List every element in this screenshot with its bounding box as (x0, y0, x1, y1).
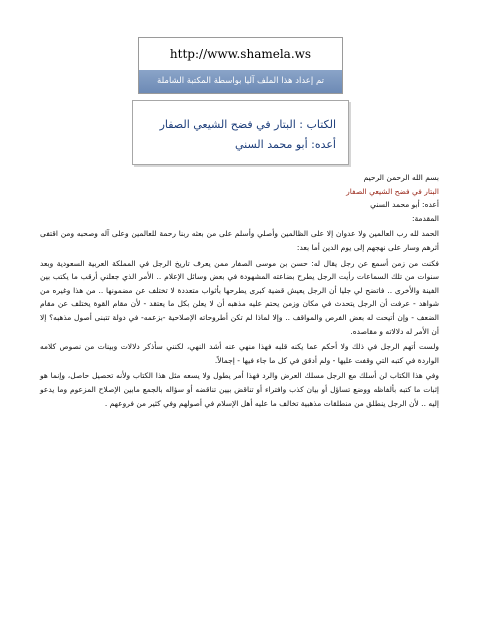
banner-url[interactable]: http://www.shamela.ws (169, 47, 312, 61)
banner-subtitle: تم إعداد هذا الملف آليا بواسطة المكتبة الشاملة (139, 70, 342, 93)
intro-label: المقدمة: (411, 213, 439, 223)
document-body (40, 171, 439, 410)
book-author: أعده: أبو محمد السني (235, 138, 336, 151)
paragraph: وفي هذا الكتاب لن أسلك مع الرجل مسلك العرض والرد فهذا أمر يطول ولا يسعه مثل هذا الكتاب ولأنه تحصيل حاصل، وإنما هو إثبات ما كتبه بألفاظه ووضع تساؤل أو بيان كذب وافتراء أو تناقض بيين تناقضه أو سؤاله بالجمع مابين الإصلاح المزعوم وما يدعو إليه .. لأن الرجل ينطلق من منطلقات مذهبية تخالف ما عليه أهل الإسلام في أصولهم وفي كثير من فروعهم . (40, 371, 439, 408)
content-author: أعده: أبو محمد السني (370, 200, 439, 210)
paragraph: الحمد لله رب العالمين ولا عدوان إلا على الظالمين وأصلي وأسلم على من بعثه ربنا رحمة للعالمين وعلى آله وصحبه ومن اقتفى أثرهم وسار على نهجهم إلى يوم الدين أما بعد: (40, 229, 439, 252)
paragraph: فكنت من زمن أسمع عن رجل يقال له: حسن بن موسى الصفار ممن يعرف تاريخ الرجل في المملكة العربية السعودية وبعد سنوات من تلك السماعات رأيت الرجل يطرح بضاعته المشهودة في بعض وسائل الإعلام .. الأمر الذي جعلني أرقب ما يكتب بين الفينة والأخرى .. فاتضح لي جليا أن الرجل يعيش قضية كبرى يطرحها بأثواب متعددة لا تختلف عن مضمونها .. من هذا وغيره من شواهد - عرفت أن الرجل يتحدث في مكان وزمن يحتم عليه مذهبه أن لا يعلن بكل ما يعتقد - لأن مقام القوة يختلف عن مقام الضعف - وإن أتيحت له بعض الفرص والمواقف .. وإلا لماذا لم تكن أطروحاته الإصلاحية -بزعمه- في دولة تتبنى أصول مذهبه؟ إلا أن الأمر له دلالاته و مقاصده. (40, 258, 439, 336)
book-info-box (132, 100, 349, 165)
basmala: بسم الله الرحمن الرحيم (363, 173, 439, 182)
content-title: البتار في فضح الشيعي الصفار (346, 186, 439, 196)
paragraph: ولست أتهم الرجل في ذلك ولا أحكم عما يكنه قلبه فهذا منهي عنه أشد النهي، لكنني سأذكر دلالات وبينات من نصوص كلامه الواردة في كتبه التي وقفت عليها - ولم أدقق في كل ما جاء فيها - إجمالاً. (40, 342, 439, 365)
book-title: الكتاب : البتار في فضح الشيعي الصفار (159, 118, 336, 131)
shamela-banner (138, 37, 343, 94)
